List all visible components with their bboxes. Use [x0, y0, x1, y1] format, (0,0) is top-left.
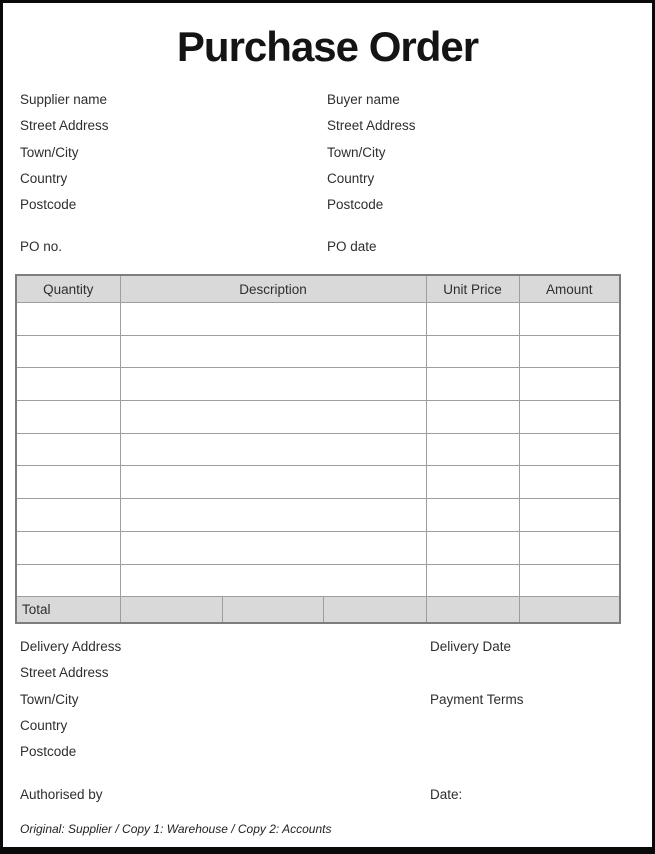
line-item-cell	[426, 401, 519, 434]
supplier-town-label: Town/City	[20, 144, 79, 160]
line-items-body	[16, 303, 620, 597]
line-item-cell	[519, 531, 620, 564]
table-row	[16, 564, 620, 597]
table-row	[16, 466, 620, 499]
delivery-address-label: Delivery Address	[20, 639, 122, 654]
total-label: Total	[16, 597, 120, 624]
po-date-label: PO date	[327, 239, 377, 254]
delivery-postcode-label: Postcode	[20, 744, 77, 760]
line-item-cell	[120, 466, 426, 499]
payment-terms-label: Payment Terms	[430, 691, 524, 707]
line-item-cell	[16, 499, 120, 532]
delivery-country-label: Country	[20, 717, 68, 733]
spacer	[430, 739, 642, 765]
page-title: Purchase Order	[176, 23, 479, 70]
authorisation-section	[20, 782, 642, 808]
total-cell	[120, 597, 222, 624]
supplier-name-label: Supplier name	[20, 92, 108, 107]
line-item-cell	[120, 564, 426, 597]
po-section	[20, 234, 642, 260]
table-row	[16, 335, 620, 368]
line-item-cell	[426, 564, 519, 597]
line-item-cell	[519, 368, 620, 401]
authorised-by-label: Authorised by	[20, 787, 103, 802]
parties-section	[20, 87, 642, 218]
buyer-town-label: Town/City	[327, 144, 386, 160]
line-item-cell	[426, 303, 519, 336]
delivery-date-label: Delivery Date	[430, 639, 512, 654]
line-item-cell	[519, 466, 620, 499]
line-item-cell	[120, 401, 426, 434]
line-item-cell	[426, 335, 519, 368]
line-item-cell	[426, 531, 519, 564]
table-row	[16, 433, 620, 466]
line-items-table	[15, 274, 621, 624]
line-item-cell	[16, 466, 120, 499]
column-header-unit-price: Unit Price	[426, 275, 519, 303]
line-item-cell	[519, 335, 620, 368]
line-item-cell	[16, 368, 120, 401]
total-cell	[323, 597, 426, 624]
line-item-cell	[16, 303, 120, 336]
total-amount-cell	[519, 597, 620, 624]
authorisation-date-label: Date:	[430, 787, 463, 802]
line-item-cell	[16, 564, 120, 597]
supplier-street-label: Street Address	[20, 118, 109, 134]
line-item-cell	[519, 499, 620, 532]
po-number-label: PO no.	[20, 239, 63, 254]
line-item-cell	[519, 303, 620, 336]
supplier-country-label: Country	[20, 170, 68, 186]
line-item-cell	[120, 531, 426, 564]
line-item-cell	[16, 433, 120, 466]
table-header-row	[16, 275, 620, 303]
line-item-cell	[16, 401, 120, 434]
line-item-cell	[120, 499, 426, 532]
column-header-amount: Amount	[519, 275, 620, 303]
line-item-cell	[16, 531, 120, 564]
line-item-cell	[519, 564, 620, 597]
spacer	[430, 660, 642, 686]
total-cell	[426, 597, 519, 624]
supplier-postcode-label: Postcode	[20, 197, 77, 213]
buyer-country-label: Country	[327, 170, 375, 186]
line-item-cell	[426, 499, 519, 532]
line-item-cell	[16, 335, 120, 368]
buyer-postcode-label: Postcode	[327, 197, 384, 213]
line-item-cell	[120, 368, 426, 401]
total-cell	[222, 597, 323, 624]
line-item-cell	[120, 303, 426, 336]
line-item-cell	[120, 433, 426, 466]
table-row	[16, 303, 620, 336]
line-item-cell	[426, 466, 519, 499]
distribution-footer: Original: Supplier / Copy 1: Warehouse / Copy 2: Accounts	[20, 822, 332, 836]
column-header-quantity: Quantity	[16, 275, 120, 303]
delivery-town-label: Town/City	[20, 691, 79, 707]
table-row	[16, 499, 620, 532]
buyer-name-label: Buyer name	[327, 92, 400, 107]
line-item-cell	[519, 401, 620, 434]
line-item-cell	[426, 368, 519, 401]
delivery-section	[20, 634, 642, 765]
column-header-description: Description	[120, 275, 426, 303]
buyer-street-label: Street Address	[327, 118, 416, 134]
line-item-cell	[426, 433, 519, 466]
table-row	[16, 401, 620, 434]
delivery-street-label: Street Address	[20, 665, 109, 681]
line-item-cell	[120, 335, 426, 368]
line-item-cell	[519, 433, 620, 466]
spacer	[430, 713, 642, 739]
table-row	[16, 531, 620, 564]
table-row	[16, 368, 620, 401]
total-row	[16, 597, 620, 624]
